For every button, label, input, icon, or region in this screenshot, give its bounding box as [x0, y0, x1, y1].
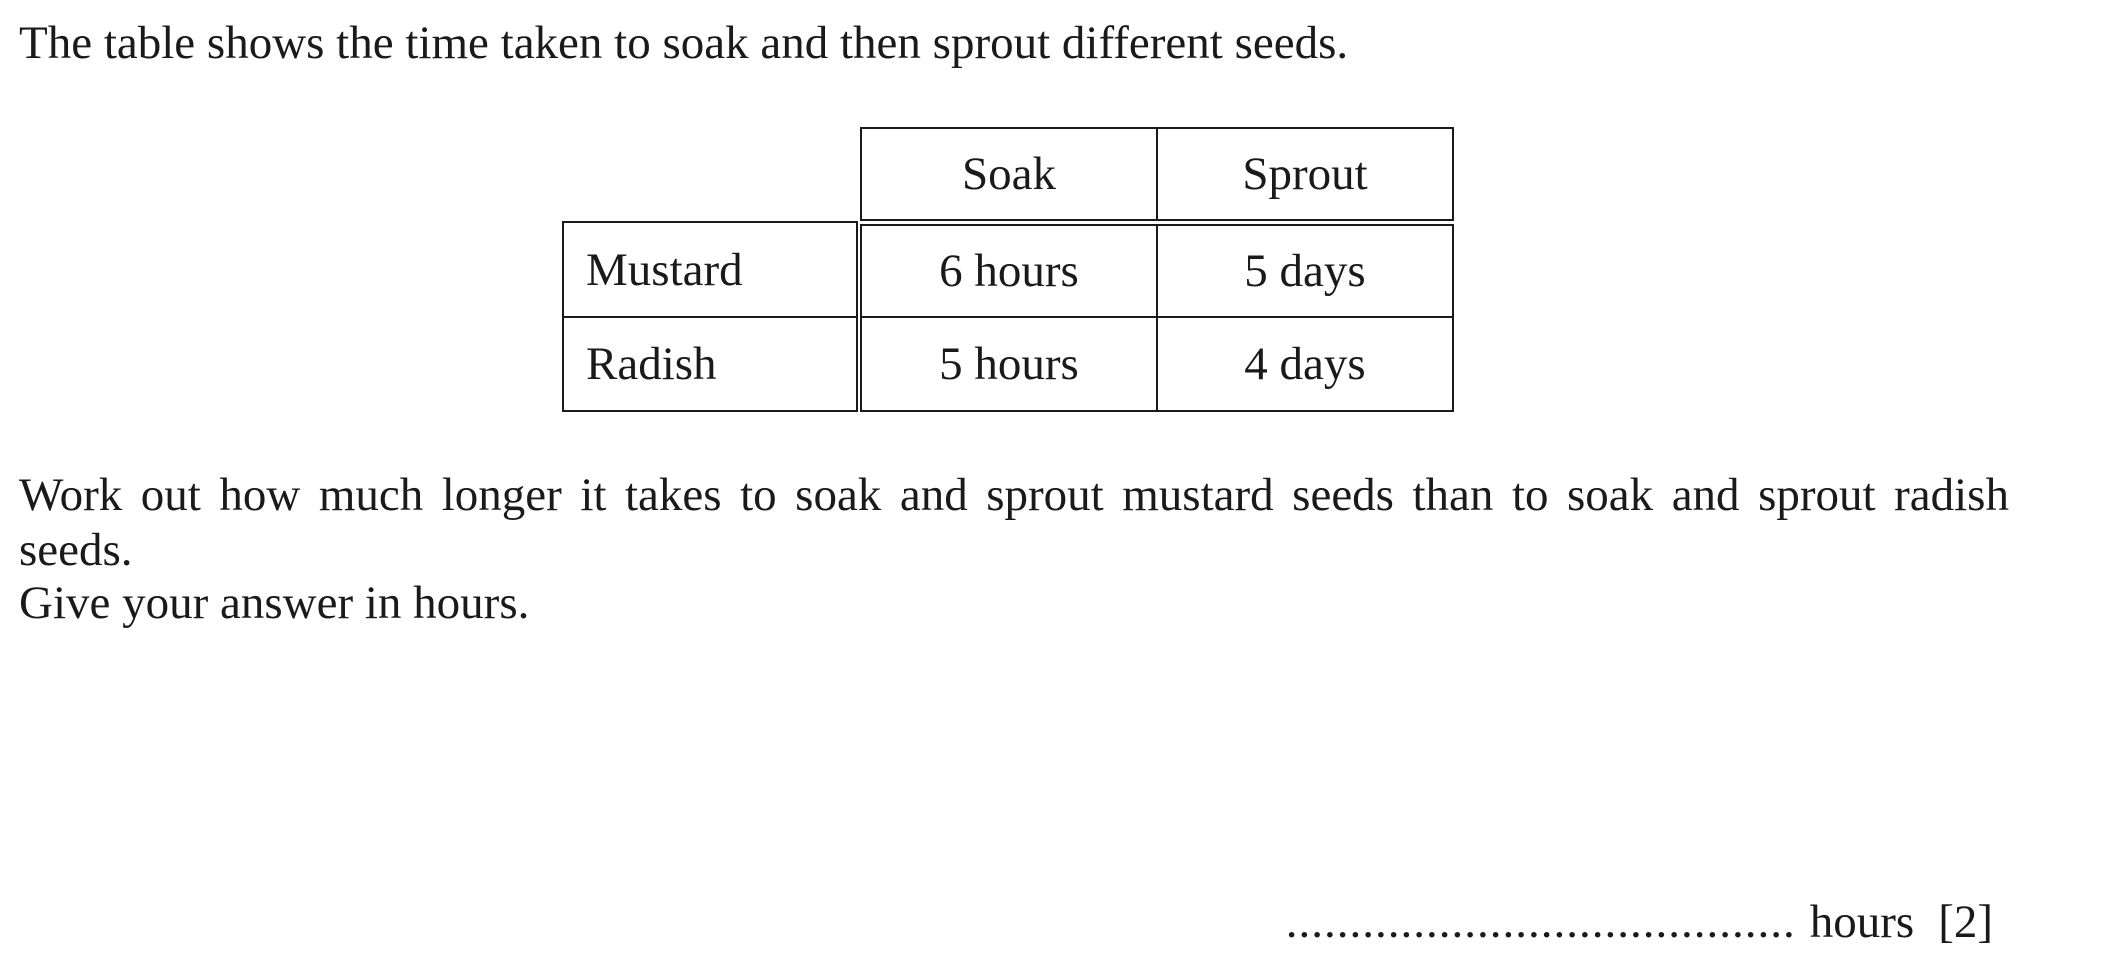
- row-radish-sprout: [1156, 316, 1454, 412]
- row-mustard-name: [562, 221, 858, 318]
- marks-label: [2]: [1938, 896, 1993, 948]
- question-word: and: [1671, 469, 1740, 521]
- cell-value: 5 days: [1244, 245, 1366, 297]
- question-word: Work: [19, 469, 123, 521]
- question-line-3: Give your answer in hours.: [19, 577, 530, 629]
- question-word: it: [580, 469, 607, 521]
- question-line-1: [19, 468, 2009, 522]
- question-word: mustard: [1122, 469, 1274, 521]
- answer-blank[interactable]: ........................................: [1285, 896, 1796, 948]
- intro-text: The table shows the time taken to soak and then sprout different seeds.: [19, 17, 1349, 69]
- header-sprout: [1156, 127, 1454, 221]
- question-line-2: seeds.: [19, 524, 133, 576]
- question-word: takes: [624, 469, 722, 521]
- question-word: than: [1412, 469, 1494, 521]
- question-word: how: [219, 469, 301, 521]
- question-word: radish: [1894, 469, 2009, 521]
- row-mustard-soak: [860, 224, 1158, 318]
- question-word: sprout: [986, 469, 1104, 521]
- cell-value: 4 days: [1244, 338, 1366, 390]
- question-word: to: [1511, 469, 1549, 521]
- question-word: soak: [1567, 469, 1654, 521]
- cell-value: 6 hours: [939, 245, 1079, 297]
- header-soak: [860, 127, 1158, 221]
- question-word: soak: [795, 469, 882, 521]
- question-word: longer: [441, 469, 562, 521]
- row-mustard-sprout: [1156, 224, 1454, 318]
- answer-unit: hours: [1809, 896, 1915, 948]
- question-word: much: [318, 469, 424, 521]
- cell-value: 5 hours: [939, 338, 1079, 390]
- row-name-label: Mustard: [586, 243, 743, 296]
- question-word: to: [740, 469, 777, 521]
- question-word: seeds: [1292, 469, 1394, 521]
- row-name-label: Radish: [586, 338, 717, 390]
- question-word: and: [899, 469, 968, 521]
- question-word: sprout: [1758, 469, 1876, 521]
- row-radish-soak: [860, 316, 1158, 412]
- header-sprout-label: Sprout: [1242, 148, 1368, 200]
- answer-line: [1286, 895, 1993, 949]
- row-radish-name: [562, 316, 858, 412]
- question-word: out: [140, 469, 201, 521]
- header-soak-label: Soak: [962, 148, 1056, 200]
